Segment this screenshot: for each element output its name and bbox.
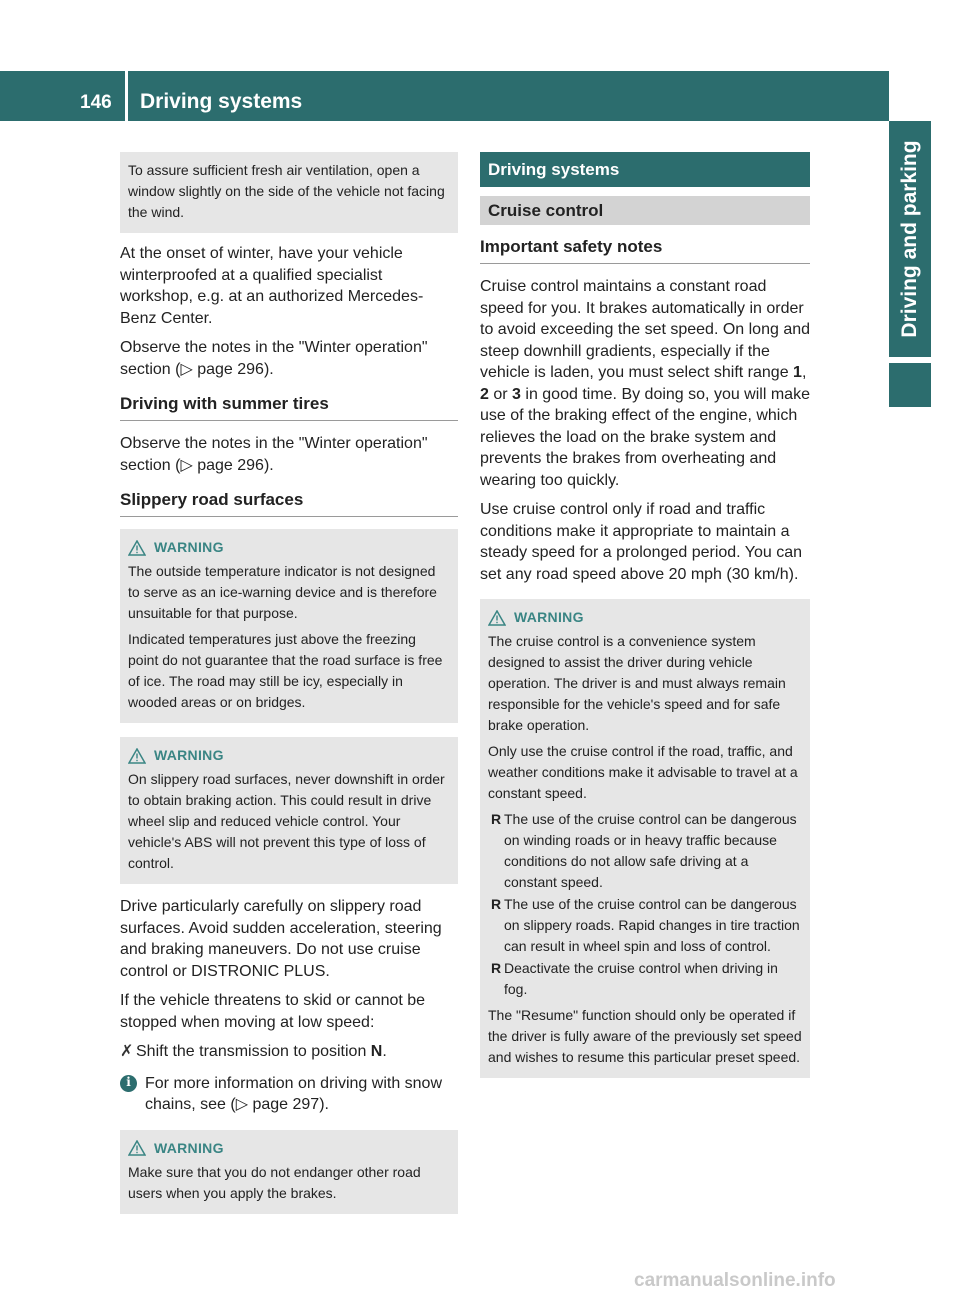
warning-text: On slippery road surfaces, never downshift in order to obtain braking action. This could result in drive wheel slip and reduced vehicle control. Your vehicle's ABS will not prevent this type of loss of control.	[128, 771, 445, 871]
drive-carefully-paragraph: Drive particularly carefully on slippery road surfaces. Avoid sudden acceleration, steering and braking maneuvers. Do not use cruise control or DISTRONIC PLUS.	[120, 898, 442, 980]
safety-notes-rule	[480, 263, 810, 264]
warning-header	[488, 607, 802, 628]
chapter-side-marker	[889, 363, 931, 407]
skid-paragraph: If the vehicle threatens to skid or cannot be stopped when moving at low speed:	[120, 992, 426, 1031]
bullet-icon: R	[490, 811, 502, 827]
slippery-roads-heading: Slippery road surfaces	[120, 490, 304, 509]
step-text: Shift the transmission to position N.	[136, 1043, 387, 1060]
warning-triangle-icon	[128, 748, 146, 764]
warning-header	[128, 537, 450, 558]
bullet-icon: R	[490, 960, 502, 976]
right-column	[480, 152, 810, 1078]
left-column	[120, 152, 458, 1214]
ventilation-note	[120, 152, 458, 233]
warning-header	[128, 1138, 450, 1159]
warning-box-cruise	[480, 599, 810, 1078]
cruise-intro-paragraph: Cruise control maintains a constant road speed for you. It brakes automatically in order to avoid exceeding the set speed. On long and steep downhill gradients, especially if the vehicle is laden, you must select shift range 1, 2 or 3 in good time. By doing so, you will make use of the braking effect of the engine, which relieves the load on the brake system and prevents the brakes from overheating and wearing too quickly.	[480, 278, 811, 489]
warning-label: WARNING	[154, 1139, 224, 1156]
slippery-roads-rule	[120, 516, 458, 517]
list-item: R Deactivate the cruise control when driving in fog.	[488, 958, 802, 1000]
section-title-bar: Driving systems	[480, 152, 810, 187]
warning-text: Indicated temperatures just above the freezing point do not guarantee that the road surface is free of ice. The road may still be icy, especially in wooded areas or on bridges.	[128, 631, 443, 710]
warning-box-downshift	[120, 737, 458, 884]
warning-text: Only use the cruise control if the road, traffic, and weather conditions make it advisable to travel at a constant speed.	[488, 743, 798, 801]
warning-label: WARNING	[154, 747, 224, 763]
list-item: R The use of the cruise control can be dangerous on winding roads or in heavy traffic because conditions do not allow safe driving at a constant speed.	[488, 809, 802, 893]
winterproof-paragraph: At the onset of winter, have your vehicle winterproofed at a qualified specialist workshop, e.g. at an authorized Mercedes-Benz Center.	[120, 245, 424, 327]
warning-box-brakes	[120, 1130, 458, 1214]
page-title: Driving systems	[140, 90, 303, 113]
info-text: For more information on driving with snow chains, see (▷ page 297).	[145, 1074, 443, 1113]
safety-notes-heading: Important safety notes	[480, 237, 663, 256]
warning-text: The "Resume" function should only be operated if the driver is fully aware of the previously set speed and wishes to resume this particular preset speed.	[488, 1007, 802, 1065]
cruise-usage-paragraph: Use cruise control only if road and traffic conditions make it appropriate to maintain a steady speed for a prolonged period. You can set any road speed above 20 mph (30 km/h).	[480, 501, 803, 583]
warning-triangle-icon	[128, 540, 146, 556]
summer-tires-rule	[120, 420, 458, 421]
page-header-band	[0, 71, 889, 121]
chapter-side-tab-label: Driving and parking	[898, 140, 921, 338]
info-note	[120, 1073, 458, 1116]
warning-bullet-list	[488, 809, 802, 1000]
warning-header	[128, 745, 450, 766]
ventilation-note-text: To assure sufficient fresh air ventilation, open a window slightly on the side of the vehicle not facing the wind.	[128, 162, 445, 220]
header-divider	[125, 71, 128, 121]
warning-box-temperature	[120, 529, 458, 723]
winter-operation-paragraph: Observe the notes in the "Winter operation" section (▷ page 296).	[120, 339, 428, 378]
info-icon: i	[120, 1075, 137, 1092]
bullet-icon: R	[490, 896, 502, 912]
summer-tires-heading: Driving with summer tires	[120, 394, 329, 413]
watermark: carmanualsonline.info	[634, 1270, 836, 1291]
subsection-title-bar: Cruise control	[480, 196, 810, 225]
step-arrow-icon: ✗	[120, 1043, 134, 1060]
summer-tires-paragraph: Observe the notes in the "Winter operation" section (▷ page 296).	[120, 435, 428, 474]
chapter-side-tab-text-wrap	[889, 121, 931, 357]
warning-text: Make sure that you do not endanger other road users when you apply the brakes.	[128, 1163, 421, 1201]
warning-triangle-icon	[488, 610, 506, 626]
list-item: R The use of the cruise control can be dangerous on slippery roads. Rapid changes in tire traction can result in wheel spin and loss of control.	[488, 894, 802, 957]
warning-text: The cruise control is a convenience system designed to assist the driver during vehicle operation. The driver is and must always remain responsible for the vehicle's speed and for safe brake operation.	[488, 633, 786, 733]
warning-text: The outside temperature indicator is not designed to serve as an ice-warning device and is therefore unsuitable for that purpose.	[128, 563, 437, 621]
warning-label: WARNING	[514, 609, 584, 625]
warning-triangle-icon	[128, 1140, 146, 1156]
page-number: 146	[80, 92, 112, 113]
instruction-step	[120, 1041, 458, 1063]
warning-label: WARNING	[154, 539, 224, 555]
